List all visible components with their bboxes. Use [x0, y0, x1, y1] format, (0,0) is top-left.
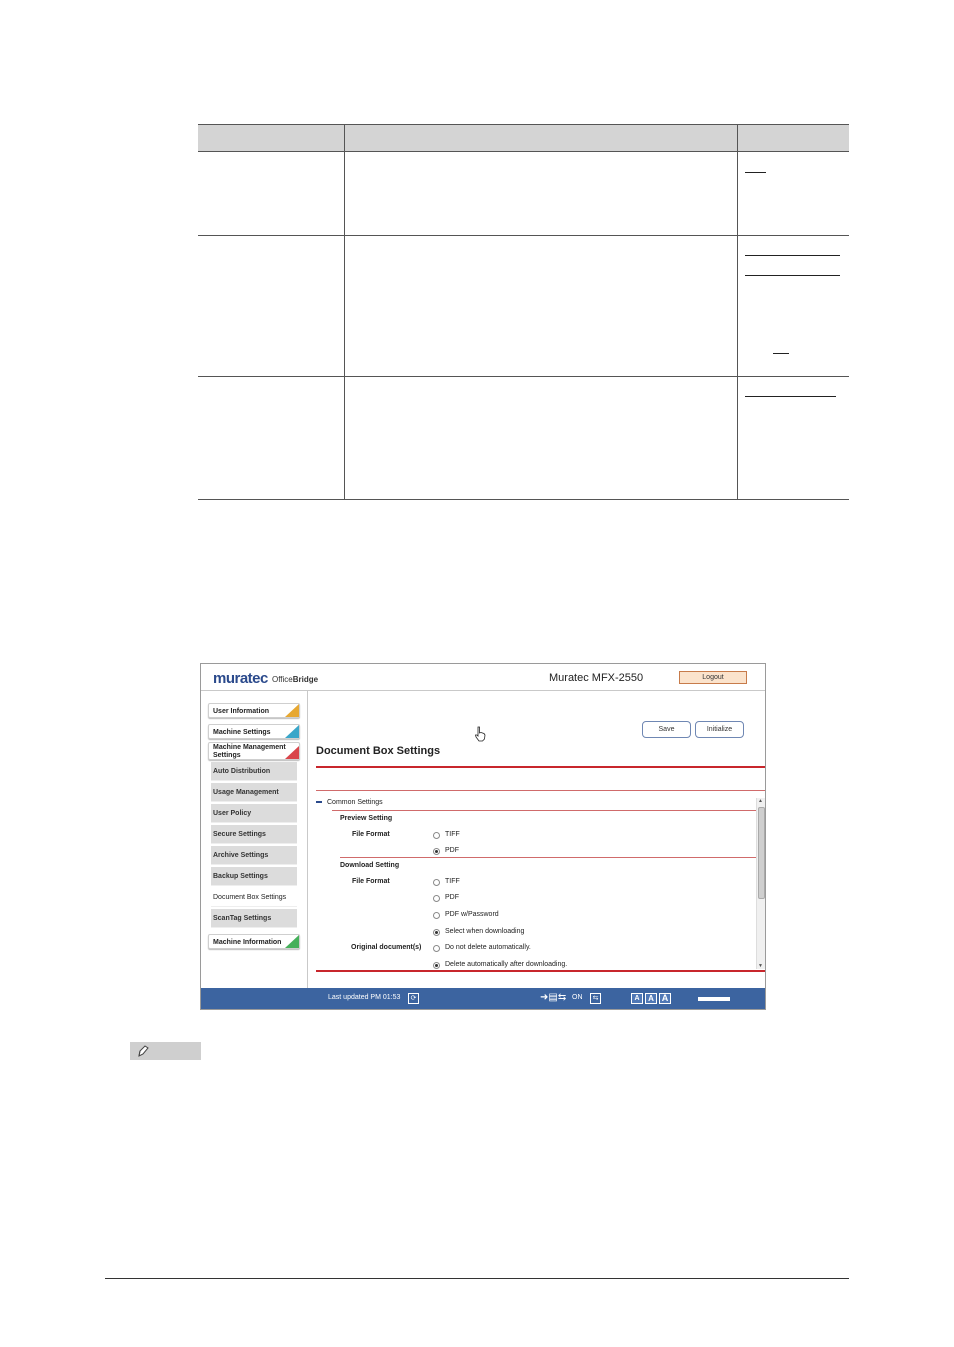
download-pdf-label: PDF — [445, 894, 459, 901]
original-keep-label: Do not delete automatically. — [445, 944, 531, 951]
underline-mark — [745, 255, 840, 256]
initialize-button[interactable]: Initialize — [695, 721, 744, 738]
tab-machine-information[interactable] — [208, 934, 300, 949]
preview-file-format-label: File Format — [352, 831, 390, 838]
scroll-down-icon[interactable]: ▼ — [758, 963, 763, 969]
download-select-radio[interactable] — [433, 929, 440, 936]
table-header-row — [198, 125, 849, 152]
note-marker — [130, 1042, 201, 1060]
sidebar-item-user-policy[interactable]: User Policy — [211, 804, 297, 823]
save-button[interactable]: Save — [642, 721, 691, 738]
preview-tiff-radio[interactable] — [433, 832, 440, 839]
tab-label: Machine Management Settings — [213, 744, 286, 759]
sidebar-item-secure-settings[interactable]: Secure Settings — [211, 825, 297, 844]
font-size-medium-button[interactable]: A — [645, 993, 657, 1004]
table-row — [198, 236, 849, 377]
sidebar-item-archive-settings[interactable]: Archive Settings — [211, 846, 297, 865]
logout-button[interactable]: Logout — [679, 671, 747, 684]
table-cell — [345, 152, 738, 236]
table-cell — [198, 152, 345, 236]
tab-label: Machine Information — [213, 939, 282, 946]
original-keep-radio[interactable] — [433, 945, 440, 952]
tab-flag-icon — [285, 704, 299, 717]
hand-cursor-icon — [474, 726, 486, 742]
sidebar-item-document-box-settings[interactable]: Document Box Settings — [211, 888, 297, 907]
tab-user-information[interactable] — [208, 703, 300, 718]
preview-pdf-label: PDF — [445, 847, 459, 854]
section-rule — [332, 810, 756, 811]
settings-table — [198, 124, 849, 500]
vertical-scrollbar[interactable] — [756, 798, 765, 969]
table-cell — [198, 377, 345, 500]
download-tiff-label: TIFF — [445, 878, 460, 885]
font-size-large-button[interactable]: A — [659, 993, 671, 1004]
table-cell — [345, 377, 738, 500]
toggle-refresh-icon[interactable]: ⇆ — [590, 993, 601, 1004]
underline-mark — [745, 275, 840, 276]
download-setting-heading: Download Setting — [340, 862, 400, 869]
status-footer — [201, 988, 765, 1009]
download-pdf-password-radio[interactable] — [433, 912, 440, 919]
page-footer-rule — [105, 1278, 849, 1279]
auto-refresh-icon: ➜▤⇆ — [540, 992, 567, 1003]
sidebar-item-backup-settings[interactable]: Backup Settings — [211, 867, 297, 886]
tab-machine-settings[interactable] — [208, 724, 300, 739]
scroll-up-icon[interactable]: ▲ — [758, 798, 763, 804]
logo-sub-a: Office — [272, 675, 293, 684]
download-select-label: Select when downloading — [445, 928, 525, 935]
download-pdf-radio[interactable] — [433, 895, 440, 902]
download-pdf-password-label: PDF w/Password — [445, 911, 499, 918]
tab-machine-management-settings[interactable] — [208, 742, 300, 760]
underline-mark — [773, 353, 789, 354]
tab-label: User Information — [213, 708, 270, 715]
collapse-icon[interactable] — [316, 801, 322, 803]
table-cell — [738, 236, 850, 377]
pencil-note-icon — [136, 1044, 150, 1058]
sidebar-item-scantag-settings[interactable]: ScanTag Settings — [211, 909, 297, 928]
original-delete-radio[interactable] — [433, 962, 440, 969]
table-cell — [738, 152, 850, 236]
underline-mark — [745, 172, 766, 173]
table-cell — [345, 236, 738, 377]
auto-refresh-status: ON — [572, 994, 583, 1001]
table-cell — [198, 236, 345, 377]
page-title: Document Box Settings — [316, 745, 441, 757]
section-divider — [316, 790, 765, 791]
section-title: Common Settings — [327, 799, 383, 806]
tab-flag-icon — [285, 746, 299, 759]
download-file-format-label: File Format — [352, 878, 390, 885]
officebridge-logo — [272, 675, 318, 684]
progress-bar — [698, 997, 730, 1001]
sidebar-item-usage-management[interactable]: Usage Management — [211, 783, 297, 802]
bottom-divider — [316, 970, 765, 972]
preview-pdf-radio[interactable] — [433, 848, 440, 855]
tab-flag-icon — [285, 725, 299, 738]
table-row — [198, 152, 849, 236]
app-header — [201, 664, 765, 691]
table-header-cell — [345, 125, 738, 152]
refresh-icon[interactable]: ⟳ — [408, 993, 419, 1004]
officebridge-window — [200, 663, 766, 1010]
tab-label: Machine Settings — [213, 729, 271, 736]
font-size-small-button[interactable]: A — [631, 993, 643, 1004]
logo-sub-b: Bridge — [292, 675, 319, 684]
subsection-rule — [340, 857, 756, 858]
tab-flag-icon — [285, 935, 299, 948]
last-updated-text: Last updated PM 01:53 — [328, 994, 401, 1001]
preview-setting-heading: Preview Setting — [340, 815, 393, 822]
original-delete-label: Delete automatically after downloading. — [445, 961, 568, 968]
scroll-thumb[interactable] — [758, 807, 765, 899]
sidebar — [201, 691, 308, 988]
machine-model: Muratec MFX-2550 — [549, 672, 644, 684]
title-divider — [316, 766, 765, 768]
table-cell — [738, 377, 850, 500]
table-header-cell — [738, 125, 850, 152]
table-header-cell — [198, 125, 345, 152]
settings-scroll-area[interactable] — [316, 798, 765, 969]
sidebar-item-auto-distribution[interactable]: Auto Distribution — [211, 762, 297, 781]
main-content — [308, 691, 765, 988]
preview-tiff-label: TIFF — [445, 831, 460, 838]
download-tiff-radio[interactable] — [433, 879, 440, 886]
common-settings-header[interactable] — [316, 799, 383, 806]
table-row — [198, 377, 849, 500]
underline-mark — [745, 396, 836, 397]
original-documents-label: Original document(s) — [351, 944, 422, 951]
muratec-logo: muratec — [213, 670, 268, 687]
